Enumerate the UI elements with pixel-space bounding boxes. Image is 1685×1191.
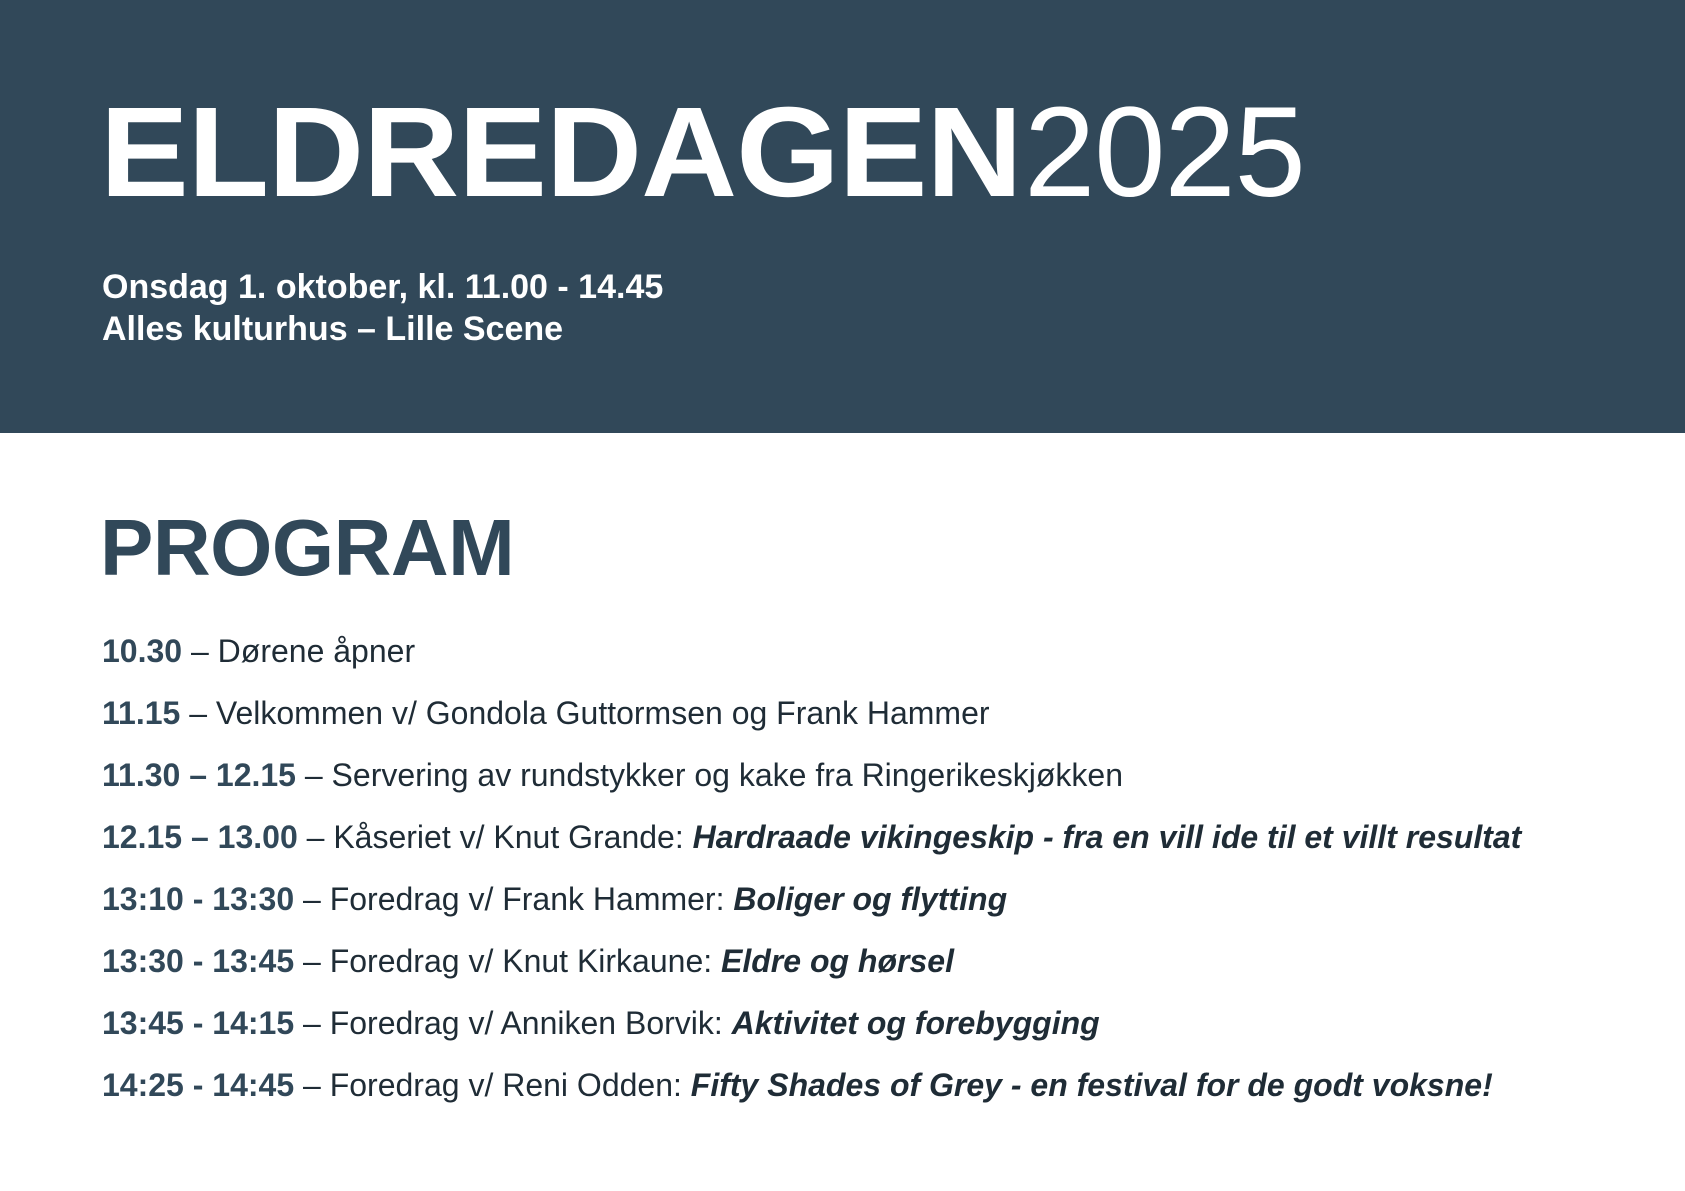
- program-item: [102, 875, 1521, 937]
- program-item-separator: –: [182, 633, 218, 669]
- program-item-description: Foredrag v/ Anniken Borvik:: [329, 1005, 732, 1041]
- header-banner: [0, 0, 1685, 433]
- program-item-talk: Boliger og flytting: [733, 881, 1008, 917]
- event-location: Alles kulturhus – Lille Scene: [102, 310, 564, 348]
- program-item-separator: –: [294, 881, 330, 917]
- program-item-description: Foredrag v/ Reni Odden:: [329, 1067, 691, 1103]
- event-details: [102, 266, 663, 350]
- program-item-time: 11.30 – 12.15: [102, 757, 296, 793]
- program-item-time: 10.30: [102, 633, 183, 669]
- event-date-time: Onsdag 1. oktober, kl. 11.00 - 14.45: [102, 268, 664, 306]
- program-item-talk: Eldre og hørsel: [721, 943, 954, 979]
- program-item-separator: –: [294, 1067, 330, 1103]
- program-item-separator: –: [294, 1005, 330, 1041]
- program-item-time: 11.15: [102, 695, 181, 731]
- program-item-description: Servering av rundstykker og kake fra Ringerikeskjøkken: [331, 757, 1123, 793]
- page-title: [100, 78, 1305, 228]
- program-item-talk: Fifty Shades of Grey - en festival for de godt voksne!: [690, 1067, 1493, 1103]
- program-heading: PROGRAM: [100, 503, 515, 592]
- program-item-separator: –: [297, 819, 334, 855]
- program-item-description: Kåseriet v/ Knut Grande:: [333, 819, 693, 855]
- program-item-description: Foredrag v/ Frank Hammer:: [329, 881, 734, 917]
- title-year: 2025: [1024, 81, 1305, 224]
- program-list: [102, 627, 1521, 1123]
- program-item: [102, 1061, 1521, 1123]
- program-item: [102, 751, 1521, 813]
- program-item: [102, 813, 1521, 875]
- program-item-separator: –: [295, 757, 332, 793]
- program-item-time: 12.15 – 13.00: [102, 819, 298, 855]
- program-item: [102, 689, 1521, 751]
- program-item: [102, 999, 1521, 1061]
- program-item-time: 14:25 - 14:45: [102, 1067, 295, 1103]
- program-item-time: 13:45 - 14:15: [102, 1005, 295, 1041]
- program-item-talk: Aktivitet og forebygging: [731, 1005, 1100, 1041]
- program-item-separator: –: [180, 695, 216, 731]
- program-item-description: Velkommen v/ Gondola Guttormsen og Frank Hammer: [215, 695, 990, 731]
- program-item-talk: Hardraade vikingeskip - fra en vill ide til et villt resultat: [692, 819, 1522, 855]
- program-item-description: Foredrag v/ Knut Kirkaune:: [329, 943, 722, 979]
- program-item: [102, 627, 1521, 689]
- program-item: [102, 937, 1521, 999]
- program-item-time: 13:30 - 13:45: [102, 943, 295, 979]
- program-item-time: 13:10 - 13:30: [102, 881, 295, 917]
- program-item-description: Dørene åpner: [217, 633, 416, 669]
- title-main: ELDREDAGEN: [100, 81, 1022, 224]
- program-item-separator: –: [294, 943, 330, 979]
